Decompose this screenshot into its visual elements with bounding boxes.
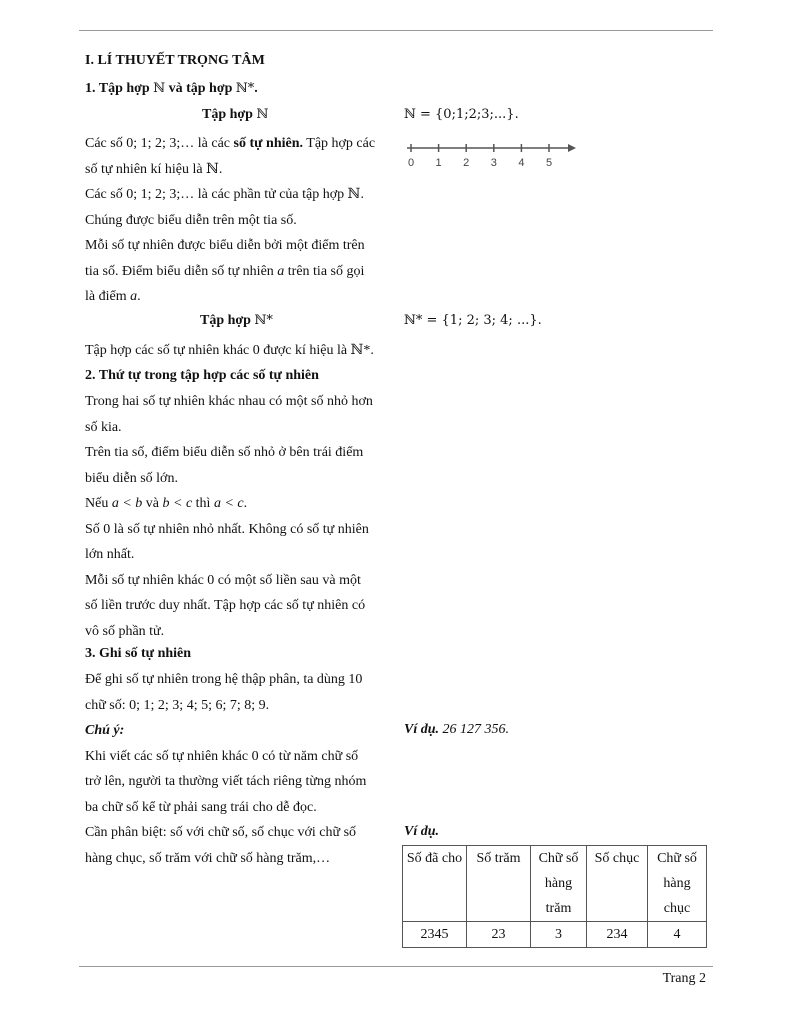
text: tia số. Điểm biểu diễn số tự nhiên: [85, 263, 278, 279]
section-title: I. LÍ THUYẾT TRỌNG TÂM: [85, 53, 265, 68]
table-cell: 4: [648, 922, 707, 948]
number-line-label: 1: [435, 157, 442, 169]
paragraph: Mỗi số tự nhiên khác 0 có một số liền sau và một: [85, 572, 361, 588]
subtitle-set-n-label: Tập hợp: [202, 107, 257, 122]
note-label: Chú ý:: [85, 723, 125, 738]
table-cell: 234: [587, 922, 648, 948]
set-nstar-text: Tập hợp các số tự nhiên khác 0 được kí hiệu là ℕ*.: [85, 343, 374, 358]
section-3-body: [85, 667, 390, 871]
subtitle-set-nstar-symbol: ℕ*: [254, 313, 273, 328]
text: và: [142, 496, 163, 511]
paragraph: [85, 491, 390, 517]
paragraph: [85, 259, 390, 285]
section-2-body: [85, 389, 390, 644]
paragraph: [85, 284, 390, 310]
paragraph: Số 0 là số tự nhiên nhỏ nhất. Không có số tự nhiên: [85, 521, 369, 537]
paragraph: [85, 131, 390, 157]
text: Nếu: [85, 496, 112, 511]
paragraph: biểu diễn số lớn.: [85, 470, 178, 486]
table-cell: 2345: [403, 922, 467, 948]
paragraph: lớn nhất.: [85, 547, 135, 562]
number-line-label: 2: [463, 157, 470, 169]
example-1-value: 26 127 356.: [439, 722, 510, 737]
paragraph: số liền trước duy nhất. Tập hợp các số tự nhiên có: [85, 598, 366, 613]
math-expr: a < b: [111, 496, 143, 511]
heading-1: [85, 80, 258, 98]
text: Các số 0; 1; 2; 3;… là các: [85, 136, 234, 151]
example-1-label: Ví dụ.: [404, 722, 440, 737]
table-cell: 3: [531, 922, 587, 948]
subtitle-set-nstar-label: Tập hợp: [200, 313, 255, 328]
heading-1-part-a: 1. Tập hợp: [85, 81, 154, 96]
math-var: a: [130, 289, 138, 304]
subtitle-set-n: [202, 106, 268, 124]
page-number: Trang 2: [662, 971, 706, 986]
set-nstar-symbol: ℕ*: [235, 81, 255, 96]
digits-table: [402, 845, 707, 948]
paragraph: Trên tia số, điểm biểu diễn số nhỏ ở bên trái điểm: [85, 445, 364, 460]
paragraph: trở lên, người ta thường viết tách riêng từng nhóm: [85, 774, 367, 789]
paragraph: số tự nhiên kí hiệu là ℕ.: [85, 161, 223, 177]
example-2-label: Ví dụ.: [404, 824, 440, 839]
example-1: [404, 721, 509, 739]
table-header-cell: Chữ số hàng chục: [648, 846, 707, 922]
math-expr: b < c: [162, 496, 193, 511]
paragraph: vô số phần tử.: [85, 623, 165, 639]
paragraph: Chúng được biểu diễn trên một tia số.: [85, 212, 297, 228]
table-cell: 23: [467, 922, 531, 948]
table-header-cell: Số đã cho: [403, 846, 467, 922]
table-header-cell: Số chục: [587, 846, 648, 922]
math-expr: a < c: [213, 496, 244, 511]
text: .: [137, 289, 141, 304]
set-n-definition: ℕ = {0;1;2;3;...}.: [404, 107, 519, 122]
number-line-label: 3: [490, 157, 497, 169]
number-line-label: 4: [518, 157, 525, 169]
paragraph: Các số 0; 1; 2; 3;… là các phần tử của tập hợp ℕ.: [85, 187, 364, 202]
section-1-body: [85, 131, 390, 310]
paragraph: Cần phân biệt: số với chữ số, số chục với chữ số: [85, 825, 357, 840]
paragraph: Mỗi số tự nhiên được biểu diễn bởi một điểm trên: [85, 238, 365, 253]
paragraph: Khi viết các số tự nhiên khác 0 có từ năm chữ số: [85, 748, 359, 764]
term-natural-number: số tự nhiên.: [233, 136, 304, 151]
paragraph: hàng chục, số trăm với chữ số hàng trăm,…: [85, 850, 331, 866]
set-n-symbol: ℕ: [153, 81, 166, 96]
heading-3: 3. Ghi số tự nhiên: [85, 646, 192, 661]
number-line-label: 0: [407, 157, 415, 169]
paragraph: Trong hai số tự nhiên khác nhau có một số nhỏ hơn: [85, 394, 373, 409]
table-row: [403, 922, 707, 948]
heading-1-part-b: và tập hợp: [165, 81, 236, 96]
subtitle-set-nstar: [200, 312, 273, 330]
text: .: [243, 496, 248, 511]
top-rule: [79, 30, 713, 31]
paragraph: Để ghi số tự nhiên trong hệ thập phân, ta dùng 10: [85, 672, 363, 687]
heading-1-end: .: [254, 81, 258, 96]
text: Tập hợp các: [303, 136, 376, 151]
set-nstar-definition: ℕ* = {1; 2; 3; 4; ...}.: [404, 313, 542, 328]
text: là điểm: [85, 289, 131, 304]
bottom-rule: [79, 966, 713, 967]
number-line-label: 5: [545, 157, 553, 169]
heading-2: 2. Thứ tự trong tập hợp các số tự nhiên: [85, 368, 319, 383]
table-header-cell: Số trăm: [467, 846, 531, 922]
math-var: a: [277, 263, 285, 279]
text: trên tia số gọi: [284, 263, 365, 279]
table-header-cell: Chữ số hàng trăm: [531, 846, 587, 922]
paragraph: chữ số: 0; 1; 2; 3; 4; 5; 6; 7; 8; 9.: [85, 697, 270, 713]
table-header-row: [403, 846, 707, 922]
paragraph: số kia.: [85, 419, 122, 435]
paragraph: ba chữ số kể từ phải sang trái cho dễ đọc.: [85, 799, 317, 815]
text: thì: [192, 496, 214, 511]
subtitle-set-n-symbol: ℕ: [256, 107, 269, 122]
number-line: [404, 138, 580, 172]
